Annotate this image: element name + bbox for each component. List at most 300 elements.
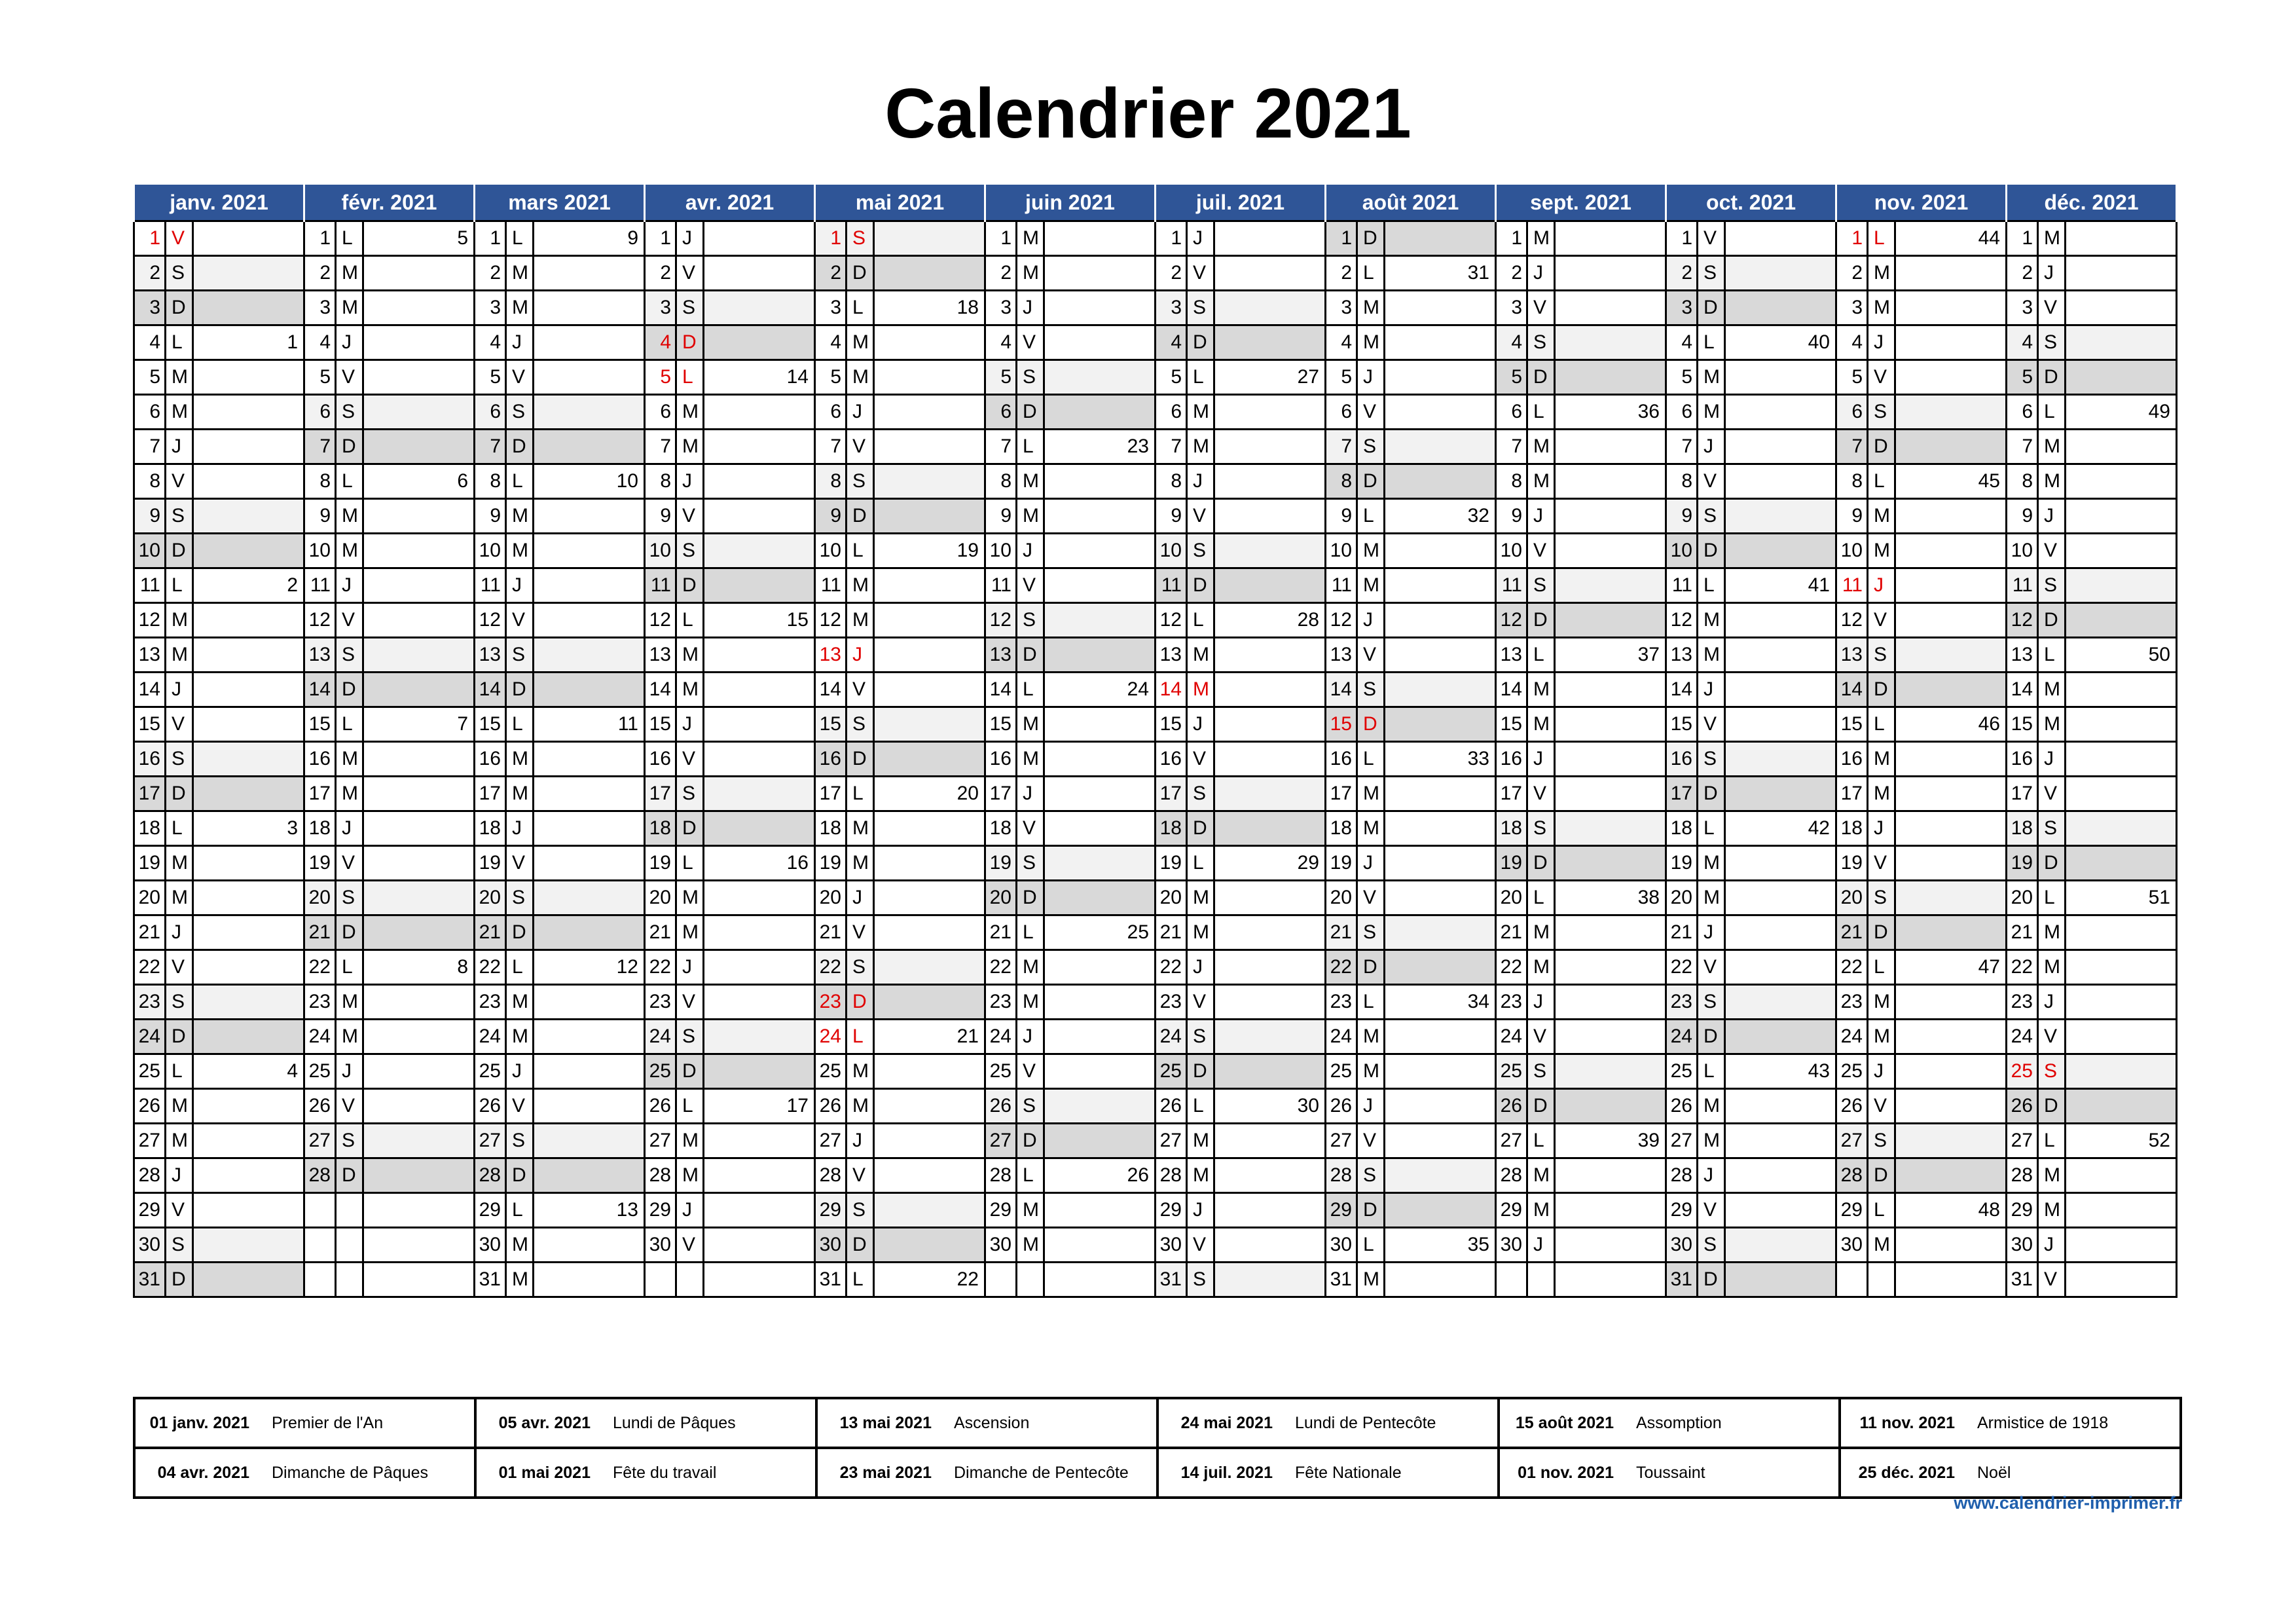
weekday-letter: L [847, 1020, 874, 1054]
weekday-letter: L [1187, 603, 1214, 638]
weekday-letter: M [1017, 499, 1044, 534]
week-number-cell [363, 360, 475, 395]
week-number-cell [1385, 915, 1496, 950]
day-number: 20 [1836, 881, 1868, 915]
weekday-letter: M [1868, 291, 1895, 325]
weekday-letter: M [1187, 1124, 1214, 1158]
week-number-cell [874, 464, 985, 499]
week-number-cell [1555, 985, 1666, 1020]
week-number-cell [363, 1054, 475, 1089]
weekday-letter: S [2038, 1054, 2066, 1089]
day-number: 19 [304, 846, 336, 881]
week-number-cell [1214, 742, 1326, 777]
day-number: 2 [1326, 256, 1357, 291]
weekday-letter: M [2038, 1193, 2066, 1228]
day-number: 12 [304, 603, 336, 638]
day-number: 25 [304, 1054, 336, 1089]
day-number: 30 [985, 1228, 1017, 1263]
week-number-cell [1044, 846, 1156, 881]
day-number: 2 [1666, 256, 1698, 291]
week-number-cell: 31 [1385, 256, 1496, 291]
week-number-cell: 50 [2066, 638, 2177, 673]
day-number: 28 [475, 1158, 506, 1193]
weekday-letter: D [506, 673, 534, 707]
weekday-letter: J [1187, 707, 1214, 742]
website-link[interactable]: www.calendrier-imprimer.fr [1954, 1493, 2182, 1513]
week-number-cell: 7 [363, 707, 475, 742]
day-number: 9 [815, 499, 847, 534]
week-number-cell [1044, 1089, 1156, 1124]
day-number: 14 [134, 673, 166, 707]
week-number-cell [363, 325, 475, 360]
day-number: 11 [304, 568, 336, 603]
week-number-cell [193, 1124, 304, 1158]
weekday-letter: D [166, 1020, 193, 1054]
week-number-cell: 30 [1214, 1089, 1326, 1124]
weekday-letter: M [166, 638, 193, 673]
week-number-cell [2066, 534, 2177, 568]
day-number: 29 [815, 1193, 847, 1228]
day-number: 16 [475, 742, 506, 777]
day-number: 13 [985, 638, 1017, 673]
month-header-row [134, 185, 2177, 221]
weekday-letter: M [1527, 707, 1555, 742]
week-number-cell [1555, 707, 1666, 742]
day-number: 20 [304, 881, 336, 915]
day-number: 12 [2007, 603, 2038, 638]
weekday-letter: M [166, 846, 193, 881]
week-number-cell [2066, 430, 2177, 464]
day-number: 13 [1156, 638, 1187, 673]
day-row [134, 950, 2177, 985]
day-number: 7 [304, 430, 336, 464]
week-number-cell [2066, 985, 2177, 1020]
week-number-cell: 28 [1214, 603, 1326, 638]
day-number: 4 [1836, 325, 1868, 360]
week-number-cell [363, 256, 475, 291]
weekday-letter: J [1527, 256, 1555, 291]
week-number-cell [704, 291, 815, 325]
week-number-cell [874, 811, 985, 846]
day-number: 5 [475, 360, 506, 395]
day-number: 21 [1326, 915, 1357, 950]
weekday-letter: J [1187, 221, 1214, 256]
weekday-letter: M [1357, 811, 1385, 846]
weekday-letter: S [847, 707, 874, 742]
day-number: 19 [815, 846, 847, 881]
weekday-letter: D [2038, 603, 2066, 638]
week-number-cell [1214, 1054, 1326, 1089]
weekday-letter: M [1357, 325, 1385, 360]
day-row [134, 395, 2177, 430]
week-number-cell [534, 603, 645, 638]
weekday-letter: M [1187, 673, 1214, 707]
weekday-letter: M [506, 1020, 534, 1054]
week-number-cell: 22 [874, 1263, 985, 1297]
day-number: 3 [1156, 291, 1187, 325]
week-number-cell [704, 742, 815, 777]
week-number-cell [1725, 1158, 1836, 1193]
weekday-letter: M [166, 360, 193, 395]
week-number-cell [1895, 1228, 2007, 1263]
week-number-cell [534, 1263, 645, 1297]
day-number: 14 [815, 673, 847, 707]
week-number-cell [704, 395, 815, 430]
day-number: 11 [1156, 568, 1187, 603]
week-number-cell: 25 [1044, 915, 1156, 950]
holiday-row [134, 1448, 2181, 1498]
holiday-date: 15 août 2021 [1499, 1398, 1636, 1448]
weekday-letter: M [336, 499, 363, 534]
day-number: 3 [1326, 291, 1357, 325]
weekday-letter: M [1527, 430, 1555, 464]
day-number: 19 [2007, 846, 2038, 881]
week-number-cell [1555, 499, 1666, 534]
week-number-cell [874, 638, 985, 673]
day-number: 12 [475, 603, 506, 638]
weekday-letter: V [1017, 325, 1044, 360]
day-number: 5 [645, 360, 676, 395]
week-number-cell [1895, 1054, 2007, 1089]
weekday-letter: D [336, 430, 363, 464]
day-number: 6 [815, 395, 847, 430]
weekday-letter: L [336, 464, 363, 499]
day-number: 9 [134, 499, 166, 534]
weekday-letter: V [1357, 638, 1385, 673]
weekday-letter: L [1698, 568, 1725, 603]
week-number-cell [1725, 1089, 1836, 1124]
week-number-cell: 8 [363, 950, 475, 985]
day-number: 10 [985, 534, 1017, 568]
week-number-cell [1895, 1020, 2007, 1054]
weekday-letter: S [506, 1124, 534, 1158]
week-number-cell [1214, 638, 1326, 673]
weekday-letter: J [2038, 1228, 2066, 1263]
week-number-cell [1385, 1124, 1496, 1158]
week-number-cell [1044, 742, 1156, 777]
day-number: 9 [475, 499, 506, 534]
weekday-letter: M [336, 1020, 363, 1054]
week-number-cell [363, 1158, 475, 1193]
day-number: 23 [985, 985, 1017, 1020]
day-number: 24 [1666, 1020, 1698, 1054]
week-number-cell [704, 638, 815, 673]
weekday-letter: S [1187, 1263, 1214, 1297]
day-number: 1 [1666, 221, 1698, 256]
weekday-letter: D [847, 499, 874, 534]
weekday-letter: V [676, 256, 704, 291]
weekday-letter: L [847, 777, 874, 811]
day-number: 15 [815, 707, 847, 742]
weekday-letter: J [1698, 673, 1725, 707]
weekday-letter: V [166, 707, 193, 742]
weekday-letter: M [1698, 360, 1725, 395]
week-number-cell [534, 360, 645, 395]
week-number-cell [1385, 1054, 1496, 1089]
day-number: 30 [2007, 1228, 2038, 1263]
weekday-letter: M [1187, 1158, 1214, 1193]
day-number: 18 [1156, 811, 1187, 846]
weekday-letter: J [1357, 603, 1385, 638]
weekday-letter: V [506, 603, 534, 638]
weekday-letter: M [1868, 985, 1895, 1020]
day-number: 9 [645, 499, 676, 534]
week-number-cell [874, 915, 985, 950]
month-header: juin 2021 [985, 185, 1156, 221]
day-number: 26 [1496, 1089, 1527, 1124]
week-number-cell [2066, 464, 2177, 499]
weekday-letter: J [336, 811, 363, 846]
week-number-cell [874, 221, 985, 256]
weekday-letter: S [1187, 291, 1214, 325]
weekday-letter: M [1868, 1228, 1895, 1263]
day-number: 11 [815, 568, 847, 603]
day-number: 7 [645, 430, 676, 464]
weekday-letter: L [676, 846, 704, 881]
day-number: 13 [304, 638, 336, 673]
weekday-letter: J [676, 221, 704, 256]
week-number-cell [1725, 430, 1836, 464]
weekday-letter: S [1527, 325, 1555, 360]
weekday-letter: L [1017, 430, 1044, 464]
week-number-cell [1555, 1263, 1666, 1297]
holiday-name: Armistice de 1918 [1977, 1398, 2181, 1448]
weekday-letter: J [1527, 985, 1555, 1020]
week-number-cell [704, 325, 815, 360]
weekday-letter: S [847, 221, 874, 256]
week-number-cell [193, 256, 304, 291]
year-calendar-grid [133, 185, 2178, 1298]
week-number-cell [1725, 707, 1836, 742]
weekday-letter: D [1527, 603, 1555, 638]
weekday-letter: M [1698, 395, 1725, 430]
weekday-letter: D [1527, 846, 1555, 881]
weekday-letter: M [1187, 430, 1214, 464]
weekday-letter: D [166, 534, 193, 568]
weekday-letter: S [676, 534, 704, 568]
day-number: 9 [1156, 499, 1187, 534]
weekday-letter: D [1698, 777, 1725, 811]
week-number-cell: 34 [1385, 985, 1496, 1020]
day-number: 15 [134, 707, 166, 742]
day-number: 20 [475, 881, 506, 915]
weekday-letter: D [1017, 395, 1044, 430]
week-number-cell [193, 985, 304, 1020]
day-number: 25 [645, 1054, 676, 1089]
weekday-letter: J [1187, 950, 1214, 985]
day-number: 3 [1496, 291, 1527, 325]
weekday-letter: M [166, 1124, 193, 1158]
week-number-cell [1725, 1124, 1836, 1158]
week-number-cell [1214, 1020, 1326, 1054]
week-number-cell [1385, 1020, 1496, 1054]
week-number-cell [1214, 1193, 1326, 1228]
weekday-letter: D [336, 1158, 363, 1193]
day-number: 2 [815, 256, 847, 291]
weekday-letter: V [506, 846, 534, 881]
week-number-cell [874, 1089, 985, 1124]
weekday-letter: V [2038, 1020, 2066, 1054]
day-number: 27 [1156, 1124, 1187, 1158]
week-number-cell [1214, 1228, 1326, 1263]
day-number [304, 1193, 336, 1228]
month-header: déc. 2021 [2007, 185, 2177, 221]
weekday-letter: M [1187, 881, 1214, 915]
weekday-letter: J [166, 915, 193, 950]
day-number: 12 [985, 603, 1017, 638]
day-number: 8 [475, 464, 506, 499]
week-number-cell [193, 846, 304, 881]
week-number-cell: 14 [704, 360, 815, 395]
page-title: Calendrier 2021 [884, 73, 1412, 153]
day-number: 3 [2007, 291, 2038, 325]
day-number: 15 [1156, 707, 1187, 742]
weekday-letter: L [166, 568, 193, 603]
week-number-cell [193, 291, 304, 325]
week-number-cell [1725, 464, 1836, 499]
week-number-cell: 13 [534, 1193, 645, 1228]
weekday-letter: J [1017, 1020, 1044, 1054]
week-number-cell [534, 811, 645, 846]
weekday-letter: D [1698, 534, 1725, 568]
day-number: 11 [1496, 568, 1527, 603]
day-number: 1 [1496, 221, 1527, 256]
day-number: 16 [1156, 742, 1187, 777]
weekday-letter: V [676, 742, 704, 777]
day-number: 28 [304, 1158, 336, 1193]
day-number: 18 [1666, 811, 1698, 846]
week-number-cell: 16 [704, 846, 815, 881]
week-number-cell [363, 1193, 475, 1228]
week-number-cell [363, 811, 475, 846]
weekday-letter: L [1527, 638, 1555, 673]
weekday-letter: D [1698, 291, 1725, 325]
weekday-letter: D [166, 1263, 193, 1297]
day-number: 22 [815, 950, 847, 985]
week-number-cell [1555, 291, 1666, 325]
day-number: 25 [815, 1054, 847, 1089]
weekday-letter: L [1698, 1054, 1725, 1089]
holiday-date: 14 juil. 2021 [1157, 1448, 1295, 1498]
week-number-cell: 12 [534, 950, 645, 985]
week-number-cell [1555, 1054, 1666, 1089]
day-row [134, 1054, 2177, 1089]
day-number: 14 [2007, 673, 2038, 707]
day-number: 29 [645, 1193, 676, 1228]
day-row [134, 568, 2177, 603]
weekday-letter [1868, 1263, 1895, 1297]
week-number-cell [1725, 638, 1836, 673]
day-number: 28 [815, 1158, 847, 1193]
day-row [134, 534, 2177, 568]
day-number: 22 [1326, 950, 1357, 985]
day-number: 14 [1326, 673, 1357, 707]
week-number-cell [2066, 568, 2177, 603]
day-number: 10 [1496, 534, 1527, 568]
week-number-cell [1555, 673, 1666, 707]
day-number: 6 [985, 395, 1017, 430]
weekday-letter: D [676, 1054, 704, 1089]
weekday-letter: V [336, 360, 363, 395]
day-number: 1 [475, 221, 506, 256]
day-row [134, 742, 2177, 777]
weekday-letter: M [847, 811, 874, 846]
weekday-letter: M [1527, 1158, 1555, 1193]
holiday-row [134, 1398, 2181, 1448]
weekday-letter: V [847, 430, 874, 464]
week-number-cell [874, 985, 985, 1020]
day-number: 29 [985, 1193, 1017, 1228]
day-row [134, 1263, 2177, 1297]
weekday-letter: M [676, 881, 704, 915]
day-number: 16 [645, 742, 676, 777]
day-number: 28 [1496, 1158, 1527, 1193]
weekday-letter [1017, 1263, 1044, 1297]
weekday-letter: D [506, 1158, 534, 1193]
week-number-cell [1895, 985, 2007, 1020]
day-number: 18 [475, 811, 506, 846]
weekday-letter: S [336, 1124, 363, 1158]
week-number-cell: 47 [1895, 950, 2007, 985]
day-number: 3 [1666, 291, 1698, 325]
day-number: 23 [1496, 985, 1527, 1020]
day-number: 29 [2007, 1193, 2038, 1228]
weekday-letter: V [847, 1158, 874, 1193]
weekday-letter: M [847, 568, 874, 603]
weekday-letter: S [1868, 881, 1895, 915]
week-number-cell: 36 [1555, 395, 1666, 430]
day-number: 19 [645, 846, 676, 881]
week-number-cell [704, 1124, 815, 1158]
week-number-cell [534, 638, 645, 673]
weekday-letter: M [1698, 881, 1725, 915]
weekday-letter: V [1698, 464, 1725, 499]
week-number-cell [1214, 777, 1326, 811]
week-number-cell: 51 [2066, 881, 2177, 915]
week-number-cell [2066, 1089, 2177, 1124]
weekday-letter: M [847, 1054, 874, 1089]
weekday-letter: L [1017, 915, 1044, 950]
day-number: 8 [985, 464, 1017, 499]
week-number-cell [2066, 1020, 2177, 1054]
weekday-letter: M [1017, 256, 1044, 291]
weekday-letter: L [1357, 256, 1385, 291]
day-number: 19 [1326, 846, 1357, 881]
week-number-cell: 27 [1214, 360, 1326, 395]
week-number-cell [363, 1124, 475, 1158]
week-number-cell [2066, 777, 2177, 811]
day-number: 10 [1836, 534, 1868, 568]
day-row [134, 291, 2177, 325]
week-number-cell: 15 [704, 603, 815, 638]
weekday-letter: M [1527, 1193, 1555, 1228]
day-number: 1 [815, 221, 847, 256]
day-row [134, 673, 2177, 707]
weekday-letter: M [2038, 1158, 2066, 1193]
day-number: 2 [2007, 256, 2038, 291]
week-number-cell: 9 [534, 221, 645, 256]
week-number-cell [1044, 325, 1156, 360]
day-number: 4 [2007, 325, 2038, 360]
weekday-letter: S [1527, 811, 1555, 846]
weekday-letter: V [847, 915, 874, 950]
holiday-date: 01 nov. 2021 [1499, 1448, 1636, 1498]
weekday-letter: D [676, 325, 704, 360]
week-number-cell [874, 360, 985, 395]
weekday-letter: V [2038, 777, 2066, 811]
day-number: 22 [645, 950, 676, 985]
day-number: 29 [1156, 1193, 1187, 1228]
